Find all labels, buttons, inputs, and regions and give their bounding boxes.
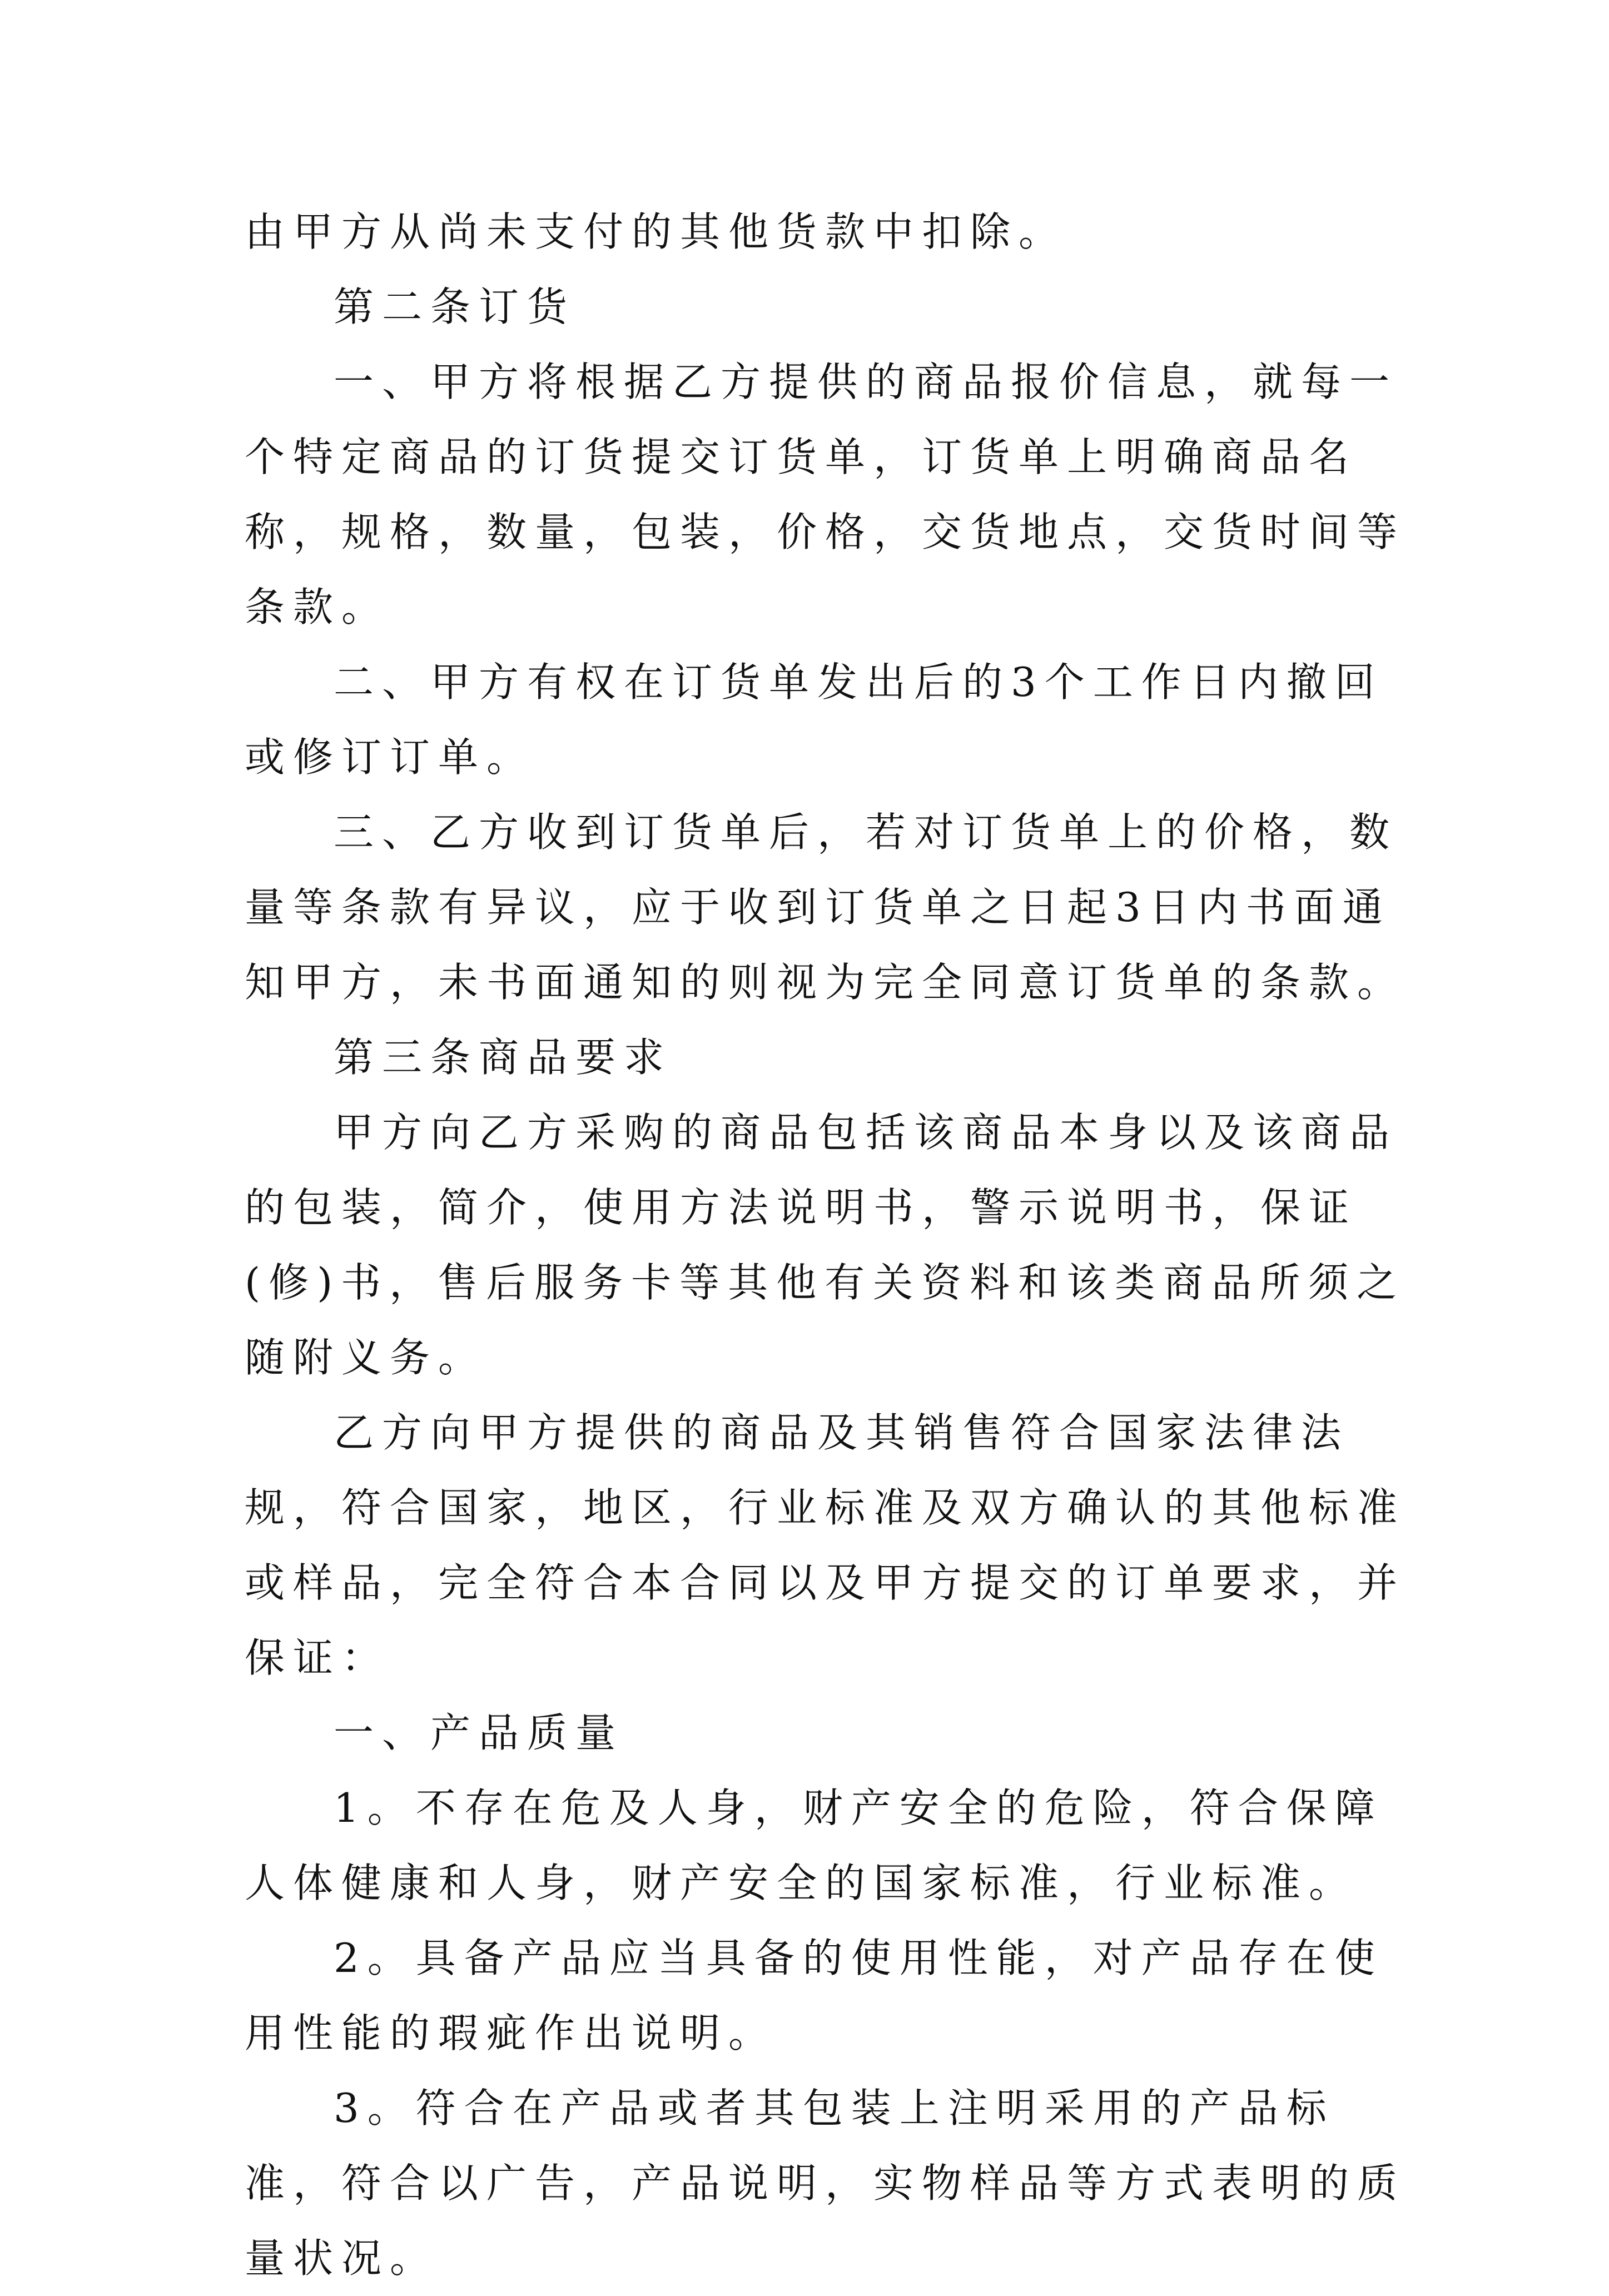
article-3-scope-paragraph: 甲方向乙方采购的商品包括该商品本身以及该商品的包装，简介，使用方法说明书，警示说明书，保证(修)书，售后服务卡等其他有关资料和该类商品所须之随附义务。 [245, 1109, 1406, 1381]
quality-item-1: 1。不存在危及人身，财产安全的危险，符合保障人体健康和人身，财产安全的国家标准，行业标准。 [245, 1785, 1383, 1906]
article-2-heading: 第二条订货 [334, 284, 576, 330]
document-body [245, 195, 1412, 2296]
quality-item-2: 2。具备产品应当具备的使用性能，对产品存在使用性能的瑕疵作出说明。 [245, 1935, 1383, 2056]
quality-item-3: 3。符合在产品或者其包装上注明采用的产品标准，符合以广告，产品说明，实物样品等方式表明的质量状况。 [245, 2085, 1406, 2282]
article-2-clause-1: 一、甲方将根据乙方提供的商品报价信息，就每一个特定商品的订货提交订货单，订货单上明确商品名称，规格，数量，包装，价格，交货地点，交货时间等条款。 [245, 359, 1406, 630]
article-3-compliance-paragraph: 乙方向甲方提供的商品及其销售符合国家法律法规，符合国家，地区，行业标准及双方确认的其他标准或样品，完全符合本合同以及甲方提交的订单要求，并保证： [245, 1409, 1406, 1681]
article-2-clause-2: 二、甲方有权在订货单发出后的3个工作日内撤回或修订订单。 [245, 659, 1383, 781]
product-quality-heading: 一、产品质量 [334, 1709, 624, 1756]
article-2-clause-3: 三、乙方收到订货单后，若对订货单上的价格，数量等条款有异议，应于收到订货单之日起3日内书面通知甲方，未书面通知的则视为完全同意订货单的条款。 [245, 809, 1406, 1006]
article-3-heading: 第三条商品要求 [334, 1034, 673, 1081]
paragraph-continuation: 由甲方从尚未支付的其他货款中扣除。 [245, 208, 1067, 255]
